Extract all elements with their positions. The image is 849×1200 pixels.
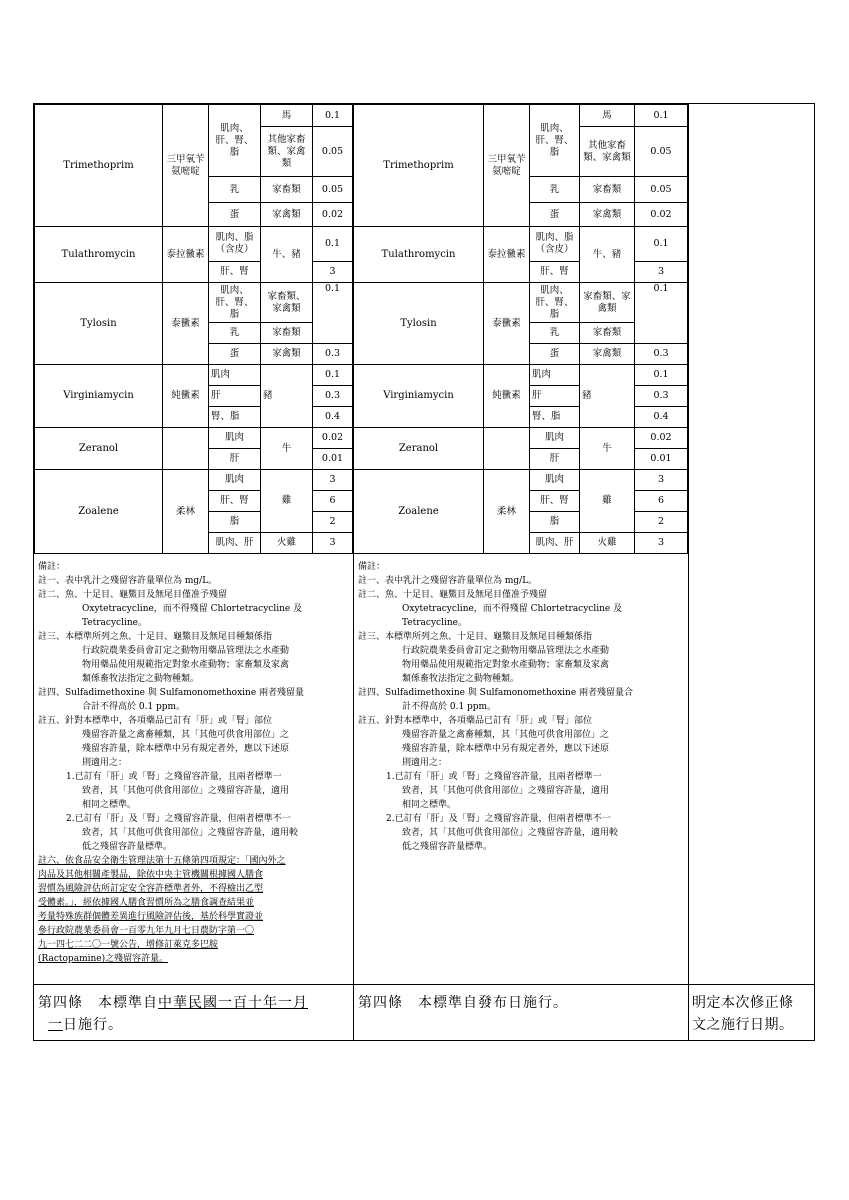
column-divider <box>688 104 689 1040</box>
explanation <box>692 992 816 1036</box>
tissue: 脂 <box>209 512 261 533</box>
species: 家畜類 <box>261 177 313 203</box>
tissue: 肝 <box>209 449 261 470</box>
species: 火雞 <box>580 533 635 554</box>
note-line: 註六、依食品安全衛生管理法第十五條第四項規定：「國內外之 <box>38 856 286 866</box>
note-line: 類係畜牧法指定之動物種類。 <box>82 674 200 684</box>
mrl-value: 0.02 <box>313 428 353 449</box>
explanation-line: 文之施行日期。 <box>692 1017 794 1033</box>
species: 牛 <box>580 428 635 470</box>
tissue: 乳 <box>209 323 261 344</box>
species: 家禽類 <box>580 203 635 227</box>
note-line: 低之殘留容許量標準。 <box>82 842 173 852</box>
tissue: 肌肉、脂（含皮） <box>209 227 261 262</box>
mrl-value: 0.1 <box>313 105 353 127</box>
note-line: 註四、Sulfadimethoxine 與 Sulfamonomethoxine 兩者殘留量 <box>38 688 305 698</box>
mrl-value: 0.05 <box>635 177 688 203</box>
mrl-value: 0.1 <box>635 227 688 262</box>
drug-name: Virginiamycin <box>354 365 484 428</box>
mrl-value: 0.1 <box>313 227 353 262</box>
tissue: 肝、腎 <box>209 491 261 512</box>
explanation-line: 明定本次修正條 <box>692 995 794 1011</box>
drug-name: Zoalene <box>354 470 484 554</box>
tissue: 腎、脂 <box>530 407 580 428</box>
tissue: 肌肉 <box>209 470 261 491</box>
article-left <box>38 992 350 1036</box>
species: 雞 <box>580 470 635 533</box>
note-line: 考量特殊族群個體差異進行風險評估後，基於科學實證並 <box>38 912 264 922</box>
tissue: 肌肉、脂（含皮） <box>530 227 580 262</box>
drug-name: Zeranol <box>35 428 163 470</box>
species: 家禽類 <box>580 344 635 365</box>
note-line: 習慣為風險評估所訂定安全容許標準者外，不得檢出乙型 <box>38 884 264 894</box>
note-line: 殘留容許量，除本標準中另有規定者外，應以下述原 <box>82 744 290 754</box>
drug-zh-name: 泰拉黴素 <box>484 227 530 283</box>
mrl-value: 0.1 <box>635 365 688 386</box>
tissue: 肌肉 <box>530 428 580 449</box>
mrl-value: 2 <box>635 512 688 533</box>
note-line: 低之殘留容許量標準。 <box>402 842 493 852</box>
drug-zh-name: 泰黴素 <box>484 283 530 365</box>
mrl-value: 0.01 <box>313 449 353 470</box>
mrl-value: 3 <box>635 470 688 491</box>
note-line: 註二、魚、十足目、龜鱉目及無尾目僅准予殘留 <box>38 590 228 600</box>
mrl-value: 0.1 <box>313 283 353 344</box>
note-line: 合計不得高於 0.1 ppm。 <box>82 702 186 712</box>
mrl-value: 0.02 <box>635 428 688 449</box>
mrl-value: 0.3 <box>313 386 353 407</box>
note-line: 殘留容許量，除本標準中另有規定者外，應以下述原 <box>402 744 610 754</box>
mrl-value: 0.3 <box>635 344 688 365</box>
note-line: 受體素。」，經依據國人膳食習慣所為之膳食調查結果並 <box>38 898 255 908</box>
tissue: 肌肉、肝 <box>209 533 261 554</box>
drug-name: Zeranol <box>354 428 484 470</box>
tissue: 肌肉 <box>530 365 580 386</box>
article-left-suffix: 日施行。 <box>63 1017 123 1033</box>
mrl-value: 0.02 <box>635 203 688 227</box>
mrl-value: 3 <box>313 533 353 554</box>
tissue: 肌肉、肝、腎、脂 <box>530 105 580 177</box>
mrl-value: 0.1 <box>313 365 353 386</box>
mrl-value: 0.1 <box>635 105 688 127</box>
drug-name: Trimethoprim <box>354 105 484 227</box>
mrl-value: 2 <box>313 512 353 533</box>
article-left-prefix: 第四條 本標準自 <box>38 995 158 1011</box>
note-line: 致者，其「其他可供食用部位」之殘留容許量，適用 <box>402 786 610 796</box>
species: 家禽類 <box>261 344 313 365</box>
species: 豬 <box>580 365 635 428</box>
note-line: 計不得高於 0.1 ppm。 <box>402 702 497 712</box>
tissue: 肝 <box>209 386 261 407</box>
drug-zh-name: 三甲氧苄氨嘧啶 <box>484 105 530 227</box>
tissue: 蛋 <box>209 344 261 365</box>
species: 雞 <box>261 470 313 533</box>
note-line: 行政院農業委員會訂定之動物用藥品管理法之水產動 <box>82 646 290 656</box>
article-right: 第四條 本標準自發布日施行。 <box>358 995 568 1011</box>
species: 牛、豬 <box>261 227 313 283</box>
species: 豬 <box>261 365 313 428</box>
tissue: 肌肉、肝、腎、脂 <box>209 105 261 177</box>
tissue: 乳 <box>530 323 580 344</box>
note-line: 行政院農業委員會訂定之動物用藥品管理法之水產動 <box>402 646 610 656</box>
drug-zh-name: 三甲氧苄氨嘧啶 <box>163 105 209 227</box>
note-line: 1.已訂有「肝」或「腎」之殘留容許量，且兩者標準一 <box>66 772 282 782</box>
mrl-value: 3 <box>635 262 688 283</box>
species: 家畜類 <box>580 323 635 344</box>
tissue: 肌肉 <box>209 365 261 386</box>
notes-left <box>38 560 350 966</box>
mrl-value: 0.4 <box>635 407 688 428</box>
drug-name: Tylosin <box>35 283 163 365</box>
note-line: (Ractopamine)之殘留容許量。 <box>38 954 169 964</box>
note-line: 致者，其「其他可供食用部位」之殘留容許量，適用較 <box>402 828 619 838</box>
note-line: 肉品及其他相關產製品，除依中央主管機關根據國人膳食 <box>38 870 264 880</box>
tissue: 肌肉 <box>209 428 261 449</box>
drug-name: Tylosin <box>354 283 484 365</box>
tissue: 蛋 <box>530 344 580 365</box>
tissue: 肌肉 <box>530 470 580 491</box>
mrl-value: 0.02 <box>313 203 353 227</box>
drug-zh-name: 純黴素 <box>163 365 209 428</box>
tissue: 蛋 <box>209 203 261 227</box>
mrl-value: 0.3 <box>635 386 688 407</box>
drug-name: Trimethoprim <box>35 105 163 227</box>
drug-zh-name <box>484 428 530 470</box>
species: 家禽類 <box>261 203 313 227</box>
note-line: 註五、針對本標準中，各項藥品已訂有「肝」或「腎」部位 <box>38 716 273 726</box>
species: 馬 <box>261 105 313 127</box>
mrl-value: 0.1 <box>635 283 688 344</box>
note-line: Tetracycline。 <box>82 618 147 628</box>
drug-name: Tulathromycin <box>354 227 484 283</box>
species: 火雞 <box>261 533 313 554</box>
row-divider <box>34 984 814 985</box>
drug-zh-name: 純黴素 <box>484 365 530 428</box>
note-line: 類係畜牧法指定之動物種類。 <box>402 674 520 684</box>
tissue: 肝、腎 <box>209 262 261 283</box>
residue-table-left <box>34 104 353 554</box>
tissue: 肝、腎 <box>530 262 580 283</box>
article-left-date: 中華民國一百十年一月 <box>158 995 308 1011</box>
notes-right <box>358 560 684 854</box>
species: 其他家畜類、家禽類 <box>580 127 635 177</box>
mrl-value: 0.3 <box>313 344 353 365</box>
drug-name: Tulathromycin <box>35 227 163 283</box>
species: 其他家畜類、家禽類 <box>261 127 313 177</box>
note-line: 則適用之： <box>402 758 448 768</box>
note-line: 註三、本標準所列之魚、十足目、龜鱉目及無尾目種類係指 <box>38 632 273 642</box>
mrl-value: 3 <box>313 262 353 283</box>
note-line: 註三、本標準所列之魚、十足目、龜鱉目及無尾目種類係指 <box>358 632 593 642</box>
residue-table-right <box>353 104 688 554</box>
mrl-value: 6 <box>635 491 688 512</box>
tissue: 乳 <box>209 177 261 203</box>
note-line: 2.已訂有「肝」及「腎」之殘留容許量，但兩者標準不一 <box>66 814 291 824</box>
note-line: 註一、表中乳汁之殘留容許量單位為 mg/L。 <box>358 576 538 586</box>
article-left-date-cont: 一 <box>48 1017 63 1033</box>
note-line: 註一、表中乳汁之殘留容許量單位為 mg/L。 <box>38 576 218 586</box>
tissue: 肝、腎 <box>530 491 580 512</box>
note-line: 參行政院農業委員會一百零九年九月七日農防字第一〇 <box>38 926 255 936</box>
note-line: 致者，其「其他可供食用部位」之殘留容許量，適用較 <box>82 828 299 838</box>
drug-name: Zoalene <box>35 470 163 554</box>
species: 牛 <box>261 428 313 470</box>
note-line: 殘留容許量之禽畜種類，其「其他可供食用部位」之 <box>402 730 610 740</box>
mrl-value: 0.05 <box>313 127 353 177</box>
mrl-value: 3 <box>635 533 688 554</box>
note-line: 物用藥品使用規範指定對象水產動物；家畜類及家禽 <box>402 660 610 670</box>
tissue: 肝 <box>530 449 580 470</box>
drug-zh-name: 泰黴素 <box>163 283 209 365</box>
drug-zh-name: 泰拉黴素 <box>163 227 209 283</box>
note-line: 註四、Sulfadimethoxine 與 Sulfamonomethoxine 兩者殘留量合 <box>358 688 634 698</box>
note-line: 註二、魚、十足目、龜鱉目及無尾目僅准予殘留 <box>358 590 548 600</box>
note-line: 註五、針對本標準中，各項藥品已訂有「肝」或「腎」部位 <box>358 716 593 726</box>
tissue: 腎、脂 <box>209 407 261 428</box>
note-line: Oxytetracycline，而不得殘留 Chlortetracycline 及 <box>82 604 303 614</box>
mrl-value: 0.01 <box>635 449 688 470</box>
note-line: 則適用之： <box>82 758 128 768</box>
note-line: 相同之標準。 <box>82 800 137 810</box>
note-line: 物用藥品使用規範指定對象水產動物；家畜類及家禽 <box>82 660 290 670</box>
species: 家畜類 <box>580 177 635 203</box>
tissue: 肝 <box>530 386 580 407</box>
mrl-value: 3 <box>313 470 353 491</box>
drug-name: Virginiamycin <box>35 365 163 428</box>
note-line: 備註： <box>358 562 386 572</box>
note-line: 致者，其「其他可供食用部位」之殘留容許量，適用 <box>82 786 290 796</box>
tissue: 肌肉、肝、腎、脂 <box>209 283 261 323</box>
mrl-value: 6 <box>313 491 353 512</box>
species: 家畜類、家禽類 <box>261 283 313 323</box>
species: 家畜類、家禽類 <box>580 283 635 323</box>
note-line: 備註： <box>38 562 66 572</box>
species: 馬 <box>580 105 635 127</box>
species: 牛、豬 <box>580 227 635 283</box>
note-line: 2.已訂有「肝」及「腎」之殘留容許量，但兩者標準不一 <box>386 814 611 824</box>
note-line: 1.已訂有「肝」或「腎」之殘留容許量，且兩者標準一 <box>386 772 602 782</box>
drug-zh-name: 柔林 <box>163 470 209 554</box>
note-line: 相同之標準。 <box>402 800 457 810</box>
tissue: 肌肉、肝、腎、脂 <box>530 283 580 323</box>
tissue: 乳 <box>530 177 580 203</box>
species: 家畜類 <box>261 323 313 344</box>
tissue: 肌肉、肝 <box>530 533 580 554</box>
mrl-value: 0.4 <box>313 407 353 428</box>
note-line: Oxytetracycline，而不得殘留 Chlortetracycline 及 <box>402 604 623 614</box>
tissue: 蛋 <box>530 203 580 227</box>
note-line: 殘留容許量之禽畜種類，其「其他可供食用部位」之 <box>82 730 290 740</box>
drug-zh-name: 柔林 <box>484 470 530 554</box>
mrl-value: 0.05 <box>313 177 353 203</box>
drug-zh-name <box>163 428 209 470</box>
tissue: 脂 <box>530 512 580 533</box>
note-line: 九一四七二二〇一號公告，增修訂萊克多巴胺 <box>38 940 219 950</box>
note-line: Tetracycline。 <box>402 618 467 628</box>
mrl-value: 0.05 <box>635 127 688 177</box>
